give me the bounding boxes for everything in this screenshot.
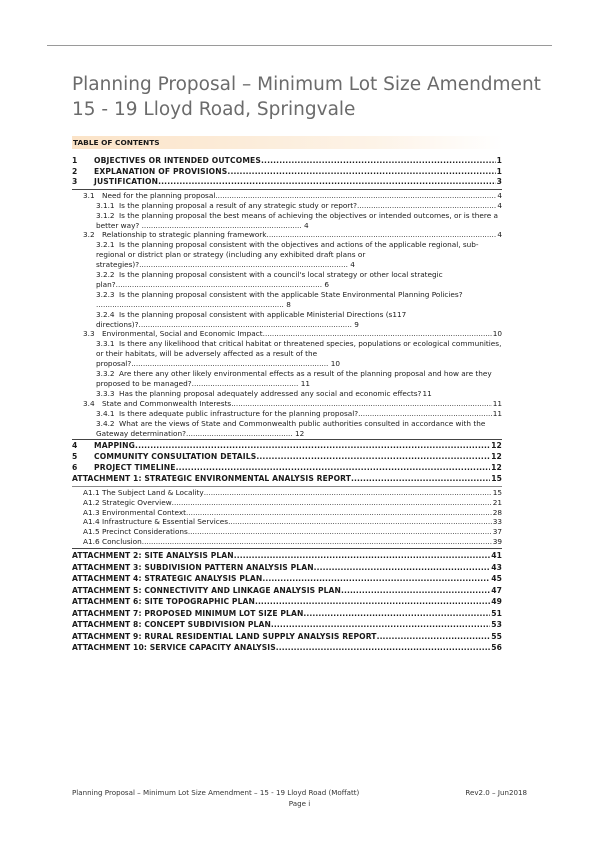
toc-entry-3-2-2[interactable]: 3.2.2 Is the planning proposal consistent with a council's local strategy or other local strategic plan?......................................................................................... 6: [96, 270, 443, 289]
toc-entry-3-3-2[interactable]: 3.3.2 Are there any other likely environmental effects as a result of the planning proposal and how are they proposed to be managed?.............................................. 11: [96, 369, 492, 388]
toc-attachment-5[interactable]: ATTACHMENT 5: CONNECTIVITY AND LINKAGE ANALYSIS PLAN ..... 47: [72, 585, 502, 597]
toc-attachment-1[interactable]: ATTACHMENT 1: STRATEGIC ENVIRONMENTAL ANALYSIS REPORT ..... 15: [72, 473, 502, 485]
toc-entry-3-4[interactable]: 3.4 State and Commonwealth Interests ..... 11: [72, 399, 502, 409]
toc-attachment-2[interactable]: ATTACHMENT 2: SITE ANALYSIS PLAN ..... 41: [72, 550, 502, 562]
toc-entry-3-2[interactable]: 3.2 Relationship to strategic planning framework ..... 4: [72, 230, 502, 240]
toc-attachment-6[interactable]: ATTACHMENT 6: SITE TOPOGRAPHIC PLAN ..... 49: [72, 596, 502, 608]
toc-entry-a1-6[interactable]: A1.6 Conclusion ..... 39: [72, 537, 502, 547]
toc-attachment-7[interactable]: ATTACHMENT 7: PROPOSED MINIMUM LOT SIZE PLAN ..... 51: [72, 608, 502, 620]
section-divider: [72, 548, 502, 549]
toc-entry-4[interactable]: 4 MAPPING ..... 12: [72, 441, 502, 452]
toc-entry-3-3-3[interactable]: 3.3.3 Has the planning proposal adequately addressed any social and economic effects? 11: [96, 388, 432, 398]
toc-entry-a1-1[interactable]: A1.1 The Subject Land & Locality ..... 15: [72, 488, 502, 498]
page-footer: [72, 788, 527, 808]
toc-heading: TABLE OF CONTENTS: [72, 136, 503, 149]
toc-entry-3-4-2[interactable]: 3.4.2 What are the views of State and Commonwealth public authorities consulted in accordance with the Gateway determination?.............................................. 12: [96, 418, 486, 438]
toc-entry-3-3[interactable]: 3.3 Environmental, Social and Economic Impact ..... 10: [72, 329, 502, 339]
toc-attachment-8[interactable]: ATTACHMENT 8: CONCEPT SUBDIVISION PLAN ..... 53: [72, 619, 502, 631]
header-rule: [47, 45, 552, 46]
document-subtitle: 15 - 19 Lloyd Road, Springvale: [72, 99, 356, 120]
toc-entry-5[interactable]: 5 COMMUNITY CONSULTATION DETAILS ..... 12: [72, 452, 502, 463]
toc-attachment-9[interactable]: ATTACHMENT 9: RURAL RESIDENTIAL LAND SUPPLY ANALYSIS REPORT ..... 55: [72, 631, 502, 643]
toc-entry-3-2-4[interactable]: 3.2.4 Is the planning proposal consistent with applicable Ministerial Directions (s117 directions)?............................................................................................ 9: [96, 309, 407, 329]
toc-entry-1[interactable]: 1 OBJECTIVES OR INTENDED OUTCOMES ..... 1: [72, 156, 502, 167]
toc-attachment-10[interactable]: ATTACHMENT 10: SERVICE CAPACITY ANALYSIS ..... 56: [72, 642, 502, 654]
section-divider: [72, 486, 502, 487]
toc-entry-a1-2[interactable]: A1.2 Strategic Overview ..... 21: [72, 498, 502, 508]
section-divider: [72, 189, 502, 190]
footer-document-name: Planning Proposal – Minimum Lot Size Amendment – 15 - 19 Lloyd Road (Moffatt): [72, 788, 360, 797]
toc-attachment-3[interactable]: ATTACHMENT 3: SUBDIVISION PATTERN ANALYSIS PLAN ..... 43: [72, 562, 502, 574]
toc-entry-3-1-2[interactable]: 3.1.2 Is the planning proposal the best means of achieving the objectives or intended outcomes, or is there a better way? ..................................................................... 4: [96, 210, 499, 230]
toc-attachment-4[interactable]: ATTACHMENT 4: STRATEGIC ANALYSIS PLAN ..... 45: [72, 573, 502, 585]
document-title: Planning Proposal – Minimum Lot Size Amendment: [72, 74, 541, 95]
toc-entry-3-1[interactable]: 3.1 Need for the planning proposal ..... 4: [72, 191, 502, 201]
section-divider: [72, 439, 502, 440]
toc-entry-3-2-1[interactable]: 3.2.1 Is the planning proposal consistent with the objectives and actions of the applicable regional, sub-regional or district plan or strategy (including any exhibited draft plans or strategies)?.......................................................................................... 4: [96, 240, 479, 270]
table-of-contents: [72, 156, 502, 654]
toc-entry-a1-5[interactable]: A1.5 Precinct Considerations ..... 37: [72, 527, 502, 537]
toc-entry-a1-4[interactable]: A1.4 Infrastructure & Essential Services ..... 33: [72, 517, 502, 527]
toc-entry-3-4-1[interactable]: 3.4.1 Is there adequate public infrastructure for the planning proposal? ..... 11: [72, 409, 502, 419]
toc-entry-3-2-3[interactable]: 3.2.3 Is the planning proposal consistent with the applicable State Environmental Planning Policies? ................................................................................. 8: [96, 289, 463, 309]
footer-revision: Rev2.0 – Jun2018: [465, 788, 527, 797]
toc-entry-3[interactable]: 3 JUSTIFICATION ..... 3: [72, 177, 502, 188]
toc-entry-3-1-1[interactable]: 3.1.1 Is the planning proposal a result of any strategic study or report? ..... 4: [72, 201, 502, 211]
toc-entry-2[interactable]: 2 EXPLANATION OF PROVISIONS ..... 1: [72, 167, 502, 178]
footer-page-number: Page i: [288, 799, 311, 808]
toc-entry-3-3-1[interactable]: 3.3.1 Is there any likelihood that critical habitat or threatened species, populations or ecological communities, or their habitats, will be adversely affected as a result of the proposal?..................................................................................... 10: [96, 339, 502, 369]
toc-entry-6[interactable]: 6 PROJECT TIMELINE ..... 12: [72, 463, 502, 474]
toc-entry-a1-3[interactable]: A1.3 Environmental Context ..... 28: [72, 508, 502, 518]
